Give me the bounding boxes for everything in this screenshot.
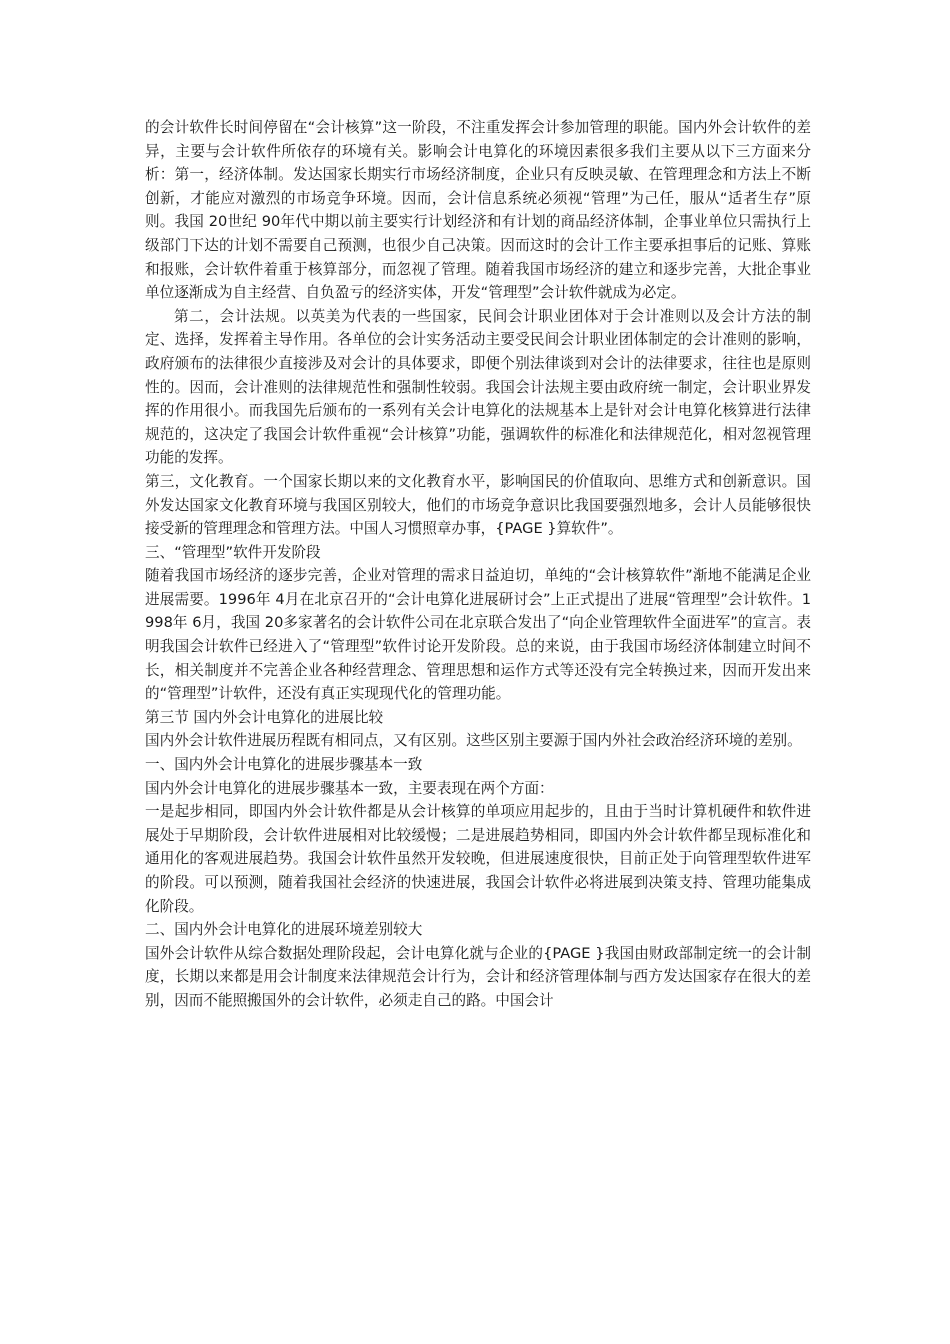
paragraph-comparison-intro: 国内外会计软件进展历程既有相同点，又有区别。这些区别主要源于国内外社会政治经济环境的差别。 xyxy=(145,732,802,750)
section-heading-same-steps: 一、国内外会计电算化的进展步骤基本一致 xyxy=(145,756,423,774)
paragraph-culture-education: 第三，文化教育。一个国家长期以来的文化教育水平，影响国民的价值取向、思维方式和创新意识。国外发达国家文化教育环境与我国区别较大，他们的市场竞争意识比我国要强烈地多，会计人员能够很快接受新的管理理念和管理方法。中国人习惯照章办事，{PAGE }算软件”。 xyxy=(145,472,811,538)
section-heading-management-type: 三、“管理型”软件开发阶段 xyxy=(145,543,321,561)
chapter-section-heading: 第三节 国内外会计电算化的进展比较 xyxy=(145,708,384,726)
paragraph-environment-difference: 国外会计软件从综合数据处理阶段起，会计电算化就与企业的{PAGE }我国由财政部制定统一的会计制度，长期以来都是用会计制度来法律规范会计行为，会计和经济管理体制与西方发达国家存在很大的差别，因而不能照搬国外的会计软件，必须走自己的路。中国会计 xyxy=(145,944,811,1009)
section-heading-environment-difference: 二、国内外会计电算化的进展环境差别较大 xyxy=(145,921,423,939)
paragraph-same-steps-intro: 国内外会计电算化的进展步骤基本一致，主要表现在两个方面： xyxy=(145,779,554,797)
body-text xyxy=(145,116,811,1013)
paragraph-same-steps-detail: 一是起步相同，即国内外会计软件都是从会计核算的单项应用起步的，且由于当时计算机硬件和软件进展处于早期阶段，会计软件进展相对比较缓慢；二是进展趋势相同，即国内外会计软件都呈现标准化和通用化的客观进展趋势。我国会计软件虽然开发较晚，但进展速度很快，目前正处于向管理型软件进军的阶段。可以预测，随着我国社会经济的快速进展，我国会计软件必将进展到决策支持、管理功能集成化阶段。 xyxy=(145,803,811,915)
paragraph-management-type: 随着我国市场经济的逐步完善，企业对管理的需求日益迫切，单纯的“会计核算软件”渐地不能满足企业进展需要。1996年 4月在北京召开的“会计电算化进展研讨会”上正式提出了进展“管理型”会计软件。1998年 6月，我国 20多家著名的会计软件公司在北京联合发出了“向企业管理软件全面进军”的宣言。表明我国会计软件已经进入了“管理型”软件讨论开发阶段。总的来说，由于我国市场经济体制建立时间不长，相关制度并不完善企业各种经营理念、管理思想和运作方式等还没有完全转换过来，因而开发出来的“管理型”计软件，还没有真正实现现代化的管理功能。 xyxy=(145,567,811,703)
paragraph-economic-system: 的会计软件长时间停留在“会计核算”这一阶段，不注重发挥会计参加管理的职能。国内外会计软件的差异，主要与会计软件所依存的环境有关。影响会计电算化的环境因素很多我们主要从以下三方面来分析：第一，经济体制。发达国家长期实行市场经济制度，企业只有反映灵敏、在管理理念和方法上不断创新，才能应对激烈的市场竞争环境。因而，会计信息系统必须视“管理”为己任，服从“适者生存”原则。我国 20世纪 90年代中期以前主要实行计划经济和有计划的商品经济体制，企事业单位只需执行上级部门下达的计划不需要自己预测，也很少自己决策。因而这时的会计工作主要承担事后的记账、算账和报账，会计软件着重于核算部分，而忽视了管理。随着我国市场经济的建立和逐步完善，大批企事业单位逐渐成为自主经营、自负盈亏的经济实体，开发“管理型”会计软件就成为必定。 xyxy=(145,119,811,302)
paragraph-accounting-regulations: 第二，会计法规。以英美为代表的一些国家，民间会计职业团体对于会计准则以及会计方法的制定、选择，发挥着主导作用。各单位的会计实务活动主要受民间会计职业团体制定的会计准则的影响，政府颁布的法律很少直接涉及对会计的具体要求，即便个别法律谈到对会计的法律要求，往往也是原则性的。因而，会计准则的法律规范性和强制性较弱。我国会计法规主要由政府统一制定，会计职业界发挥的作用很小。而我国先后颁布的一系列有关会计电算化的法规基本上是针对会计电算化核算进行法律规范的，这决定了我国会计软件重视“会计核算”功能，强调软件的标准化和法律规范化，相对忽视管理功能的发挥。 xyxy=(145,307,811,467)
